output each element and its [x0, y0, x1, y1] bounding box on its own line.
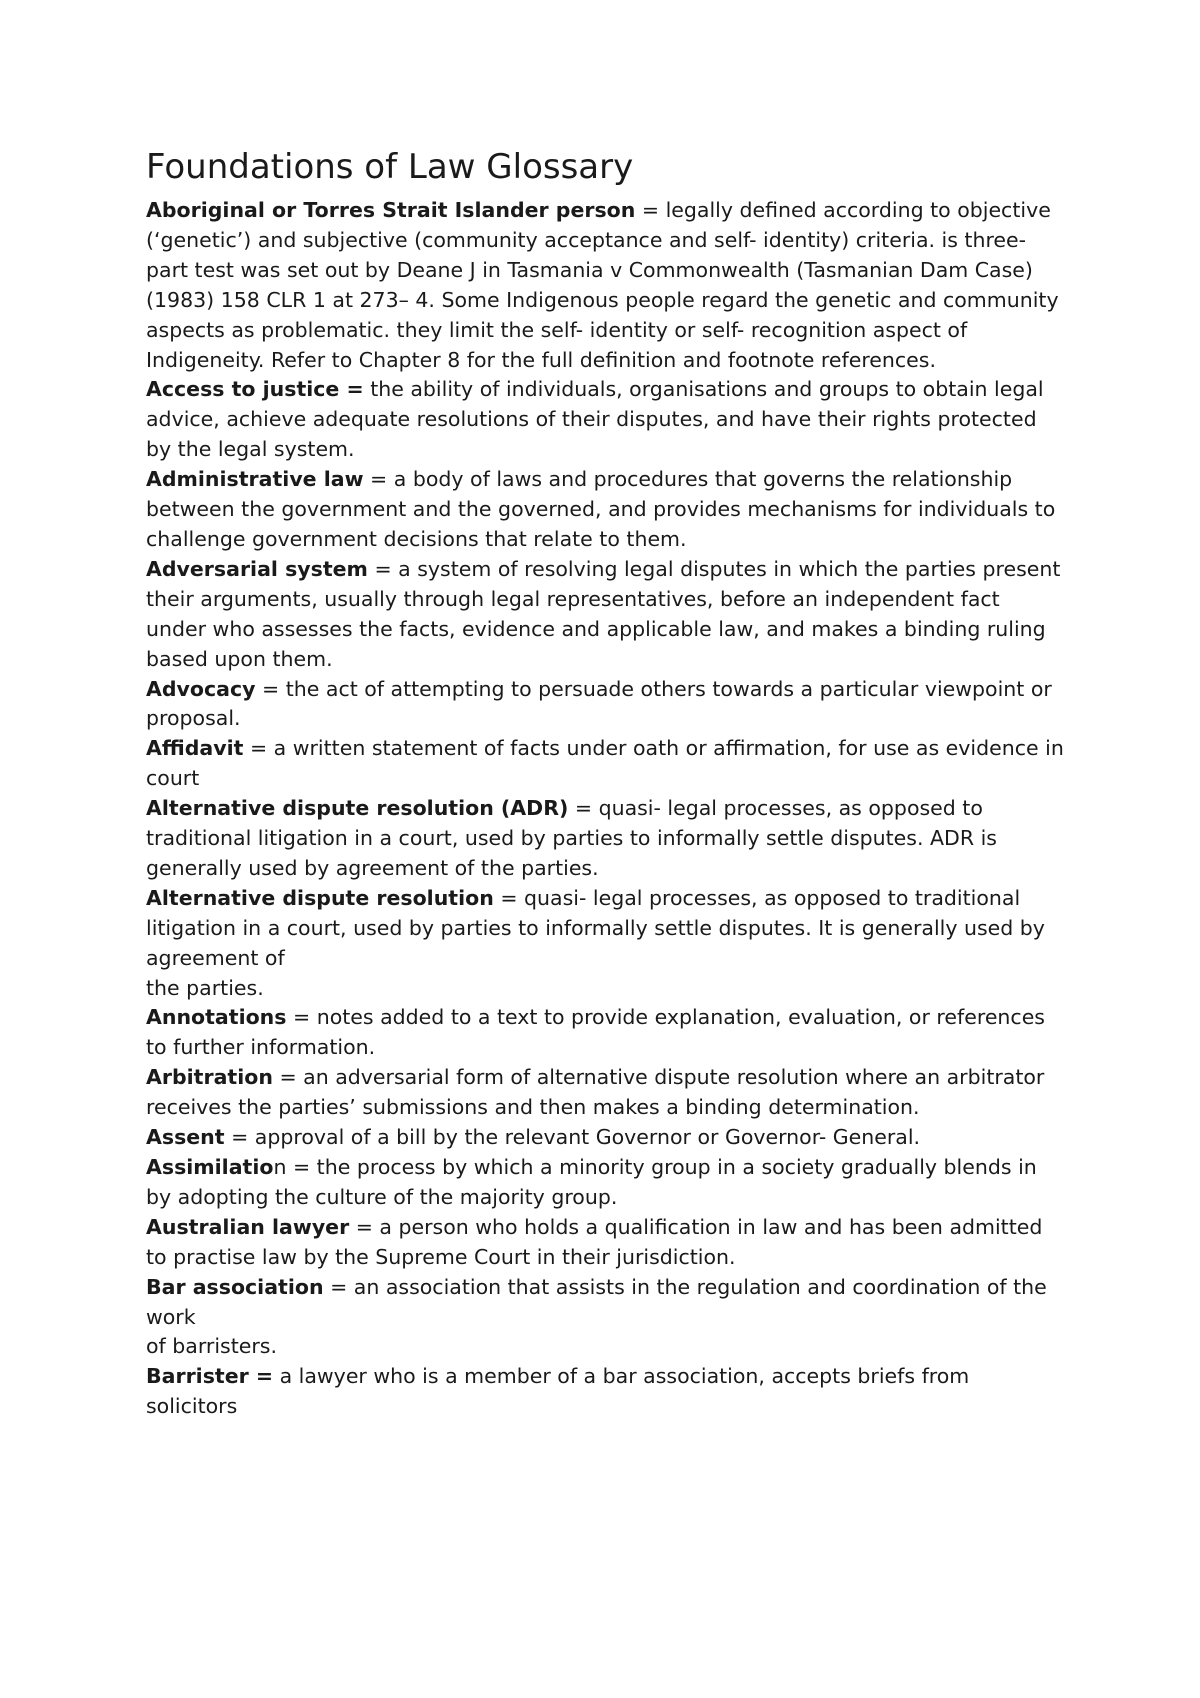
- glossary-term: Affidavit: [146, 736, 244, 761]
- glossary-definition: an adversarial form of alternative dispute resolution where an arbitrator receives the parties’ submissions and then makes a binding determination.: [146, 1065, 1045, 1120]
- glossary-definition: a person who holds a qualification in law and has been admitted to practise law by the Supreme Court in their jurisdiction.: [146, 1214, 1043, 1269]
- glossary-entry: [146, 734, 1066, 794]
- glossary-entry: [146, 1362, 1066, 1422]
- glossary-entry: [146, 1213, 1066, 1273]
- term-separator: =: [323, 1274, 354, 1299]
- term-separator: =: [493, 885, 525, 910]
- glossary-term: Australian lawyer: [146, 1214, 350, 1239]
- term-separator: =: [286, 1005, 317, 1030]
- glossary-definition: the ability of individuals, organisations and groups to obtain legal advice, achieve adequate resolutions of their disputes, and have their rights protected by the legal system.: [146, 377, 1044, 462]
- glossary-term: Arbitration: [146, 1065, 273, 1090]
- glossary-entry: [146, 375, 1066, 465]
- term-separator: =: [224, 1125, 255, 1150]
- glossary-entry: [146, 1153, 1066, 1213]
- glossary-definition: a written statement of facts under oath or affirmation, for use as evidence in court: [146, 736, 1064, 791]
- glossary-definition: a system of resolving legal disputes in which the parties present their arguments, usually through legal representatives, before an independent fact under who assesses the facts, evidence and applicable law, and makes a binding ruling based upon them.: [146, 556, 1061, 671]
- glossary-term: Advocacy: [146, 676, 256, 701]
- glossary-term: Alternative dispute resolution: [146, 885, 494, 910]
- glossary-term: Barrister =: [146, 1364, 274, 1389]
- glossary-term: Assimilatio: [146, 1155, 274, 1179]
- glossary-term: Bar association: [146, 1274, 324, 1299]
- glossary-entry: [146, 1063, 1066, 1123]
- glossary-definition: notes added to a text to provide explanation, evaluation, or references to further information.: [146, 1005, 1045, 1060]
- term-separator: =: [568, 796, 599, 821]
- term-separator: =: [349, 1214, 380, 1239]
- glossary-term: Access to justice =: [146, 377, 364, 402]
- glossary-term: Adversarial system: [146, 556, 368, 581]
- glossary-term: Aboriginal or Torres Strait Islander person: [146, 198, 636, 222]
- glossary-definition: a body of laws and procedures that governs the relationship between the government and the governed, and provides mechanisms for individuals to challenge government decisions that relate to them.: [146, 467, 1056, 551]
- glossary-list: [146, 196, 1066, 1422]
- document-title: Foundations of Law Glossary: [146, 147, 634, 187]
- glossary-entry: [146, 555, 1066, 675]
- glossary-definition: the process by which a minority group in a society gradually blends in by adopting the culture of the majority group.: [146, 1155, 1037, 1209]
- glossary-term: Annotations: [146, 1005, 287, 1030]
- glossary-definition: legally defined according to objective (‘genetic’) and subjective (community acceptance and self- identity) criteria. is three- part test was set out by Deane J in Tasmania v Commonwealth (Tasmanian Dam Case) (1983) 158 CLR 1 at 273– 4. Some Indigenous people regard the genetic and community aspects as problematic. they limit the self- identity or self- recognition aspect of Indigeneity. Refer to Chapter 8 for the full definition and footnote references.: [146, 198, 1059, 372]
- term-separator: =: [367, 556, 399, 581]
- term-separator: =: [243, 736, 274, 761]
- term-separator: n =: [273, 1155, 317, 1179]
- glossary-entry: [146, 1123, 1066, 1153]
- glossary-entry: [146, 794, 1066, 884]
- glossary-definition: a lawyer who is a member of a bar association, accepts briefs from solicitors: [146, 1364, 970, 1419]
- glossary-entry: [146, 884, 1066, 1004]
- glossary-definition: approval of a bill by the relevant Governor or Governor- General.: [254, 1125, 921, 1150]
- glossary-entry: [146, 1003, 1066, 1063]
- glossary-definition: quasi- legal processes, as opposed to traditional litigation in a court, used by parties to informally settle disputes. ADR is generally used by agreement of the parties.: [146, 796, 997, 880]
- glossary-definition: an association that assists in the regulation and coordination of the work of barristers.: [146, 1274, 1047, 1359]
- glossary-term: Administrative law: [146, 467, 364, 492]
- glossary-term: Assent: [146, 1125, 225, 1150]
- glossary-entry: [146, 675, 1066, 735]
- term-separator: =: [363, 467, 394, 492]
- document-page: [146, 138, 1066, 1422]
- glossary-definition: the act of attempting to persuade others towards a particular viewpoint or proposal.: [146, 676, 1052, 731]
- term-separator: =: [255, 676, 286, 701]
- glossary-entry: [146, 465, 1066, 555]
- term-separator: =: [635, 198, 666, 222]
- glossary-term: Alternative dispute resolution (ADR): [146, 796, 569, 821]
- glossary-entry: [146, 1273, 1066, 1363]
- term-separator: =: [272, 1065, 304, 1090]
- glossary-entry: [146, 196, 1066, 375]
- glossary-definition: quasi- legal processes, as opposed to traditional litigation in a court, used by parties to informally settle disputes. It is generally used by agreement of the parties.: [146, 885, 1045, 1000]
